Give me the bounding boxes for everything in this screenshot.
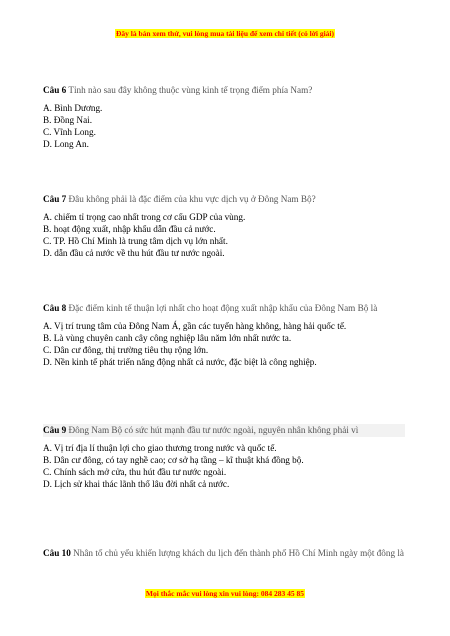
contact-footer-text: Mọi thắc mắc vui lòng xin vui lòng: 084 283 45 85 xyxy=(145,589,305,598)
question-text: Đông Nam Bộ có sức hút mạnh đầu tư nước ngoài, nguyên nhân không phải vì xyxy=(68,425,359,435)
question-number: Câu 10 xyxy=(43,548,71,558)
question-9 xyxy=(43,424,405,490)
question-text: Đâu không phải là đặc điểm của khu vực dịch vụ ở Đông Nam Bộ? xyxy=(68,194,316,204)
question-9-stem xyxy=(43,424,405,437)
question-text: Nhân tố chủ yếu khiến lượng khách du lịch đến thành phố Hồ Chí Minh ngày một đông là xyxy=(73,548,404,558)
question-6-stem xyxy=(43,84,405,97)
question-number: Câu 8 xyxy=(43,303,67,313)
answer-d: D. dẫn đầu cả nước về thu hút đầu tư nước ngoài. xyxy=(43,247,225,258)
question-number: Câu 9 xyxy=(43,425,67,435)
answer-c: C. Vĩnh Long. xyxy=(43,126,96,137)
answer-a: A. Vị trí trung tâm của Đông Nam Á, gần các tuyến hàng không, hàng hải quốc tế. xyxy=(43,320,347,331)
answer-c: C. TP. Hồ Chí Minh là trung tâm dịch vụ lớn nhất. xyxy=(43,235,228,246)
contact-footer xyxy=(0,589,450,598)
question-6 xyxy=(43,84,405,150)
answer-c: C. Chính sách mở cửa, thu hút đầu tư nước ngoài. xyxy=(43,466,227,477)
question-8-stem xyxy=(43,302,405,315)
preview-banner xyxy=(0,29,450,38)
question-10 xyxy=(43,547,405,565)
answer-b: B. Dân cư đông, có tay nghề cao; cơ sở hạ tầng – kĩ thuật khá đồng bộ. xyxy=(43,454,304,465)
question-7 xyxy=(43,193,405,259)
answer-a: A. Vị trí địa lí thuận lợi cho giao thương trong nước và quốc tế. xyxy=(43,442,277,453)
answer-b: B. Đồng Nai. xyxy=(43,114,92,125)
question-number: Câu 6 xyxy=(43,85,67,95)
question-text: Đặc điểm kinh tế thuận lợi nhất cho hoạt động xuất nhập khẩu của Đông Nam Bộ là xyxy=(68,303,378,313)
answer-a: A. Bình Dương. xyxy=(43,102,103,113)
preview-banner-text: Đây là bản xem thử, vui lòng mua tài liệu để xem chi tiết (có lời giải) xyxy=(115,29,335,38)
answer-b: B. Là vùng chuyên canh cây công nghiệp lâu năm lớn nhất nước ta. xyxy=(43,332,292,343)
question-text: Tỉnh nào sau đây không thuộc vùng kinh tế trọng điểm phía Nam? xyxy=(68,85,313,95)
answer-d: D. Nền kinh tế phát triển năng động nhất cả nước, đặc biệt là công nghiệp. xyxy=(43,356,317,367)
question-number: Câu 7 xyxy=(43,194,67,204)
question-7-stem xyxy=(43,193,405,206)
answer-d: D. Lịch sử khai thác lãnh thổ lâu đời nhất cả nước. xyxy=(43,478,230,489)
answer-d: D. Long An. xyxy=(43,138,89,149)
answer-a: A. chiếm tỉ trọng cao nhất trong cơ cấu GDP của vùng. xyxy=(43,211,246,222)
answer-b: B. hoạt động xuất, nhập khẩu dẫn đầu cả nước. xyxy=(43,223,216,234)
question-10-stem xyxy=(43,547,405,560)
answer-c: C. Dân cư đông, thị trường tiêu thụ rộng lớn. xyxy=(43,344,209,355)
question-8 xyxy=(43,302,405,368)
